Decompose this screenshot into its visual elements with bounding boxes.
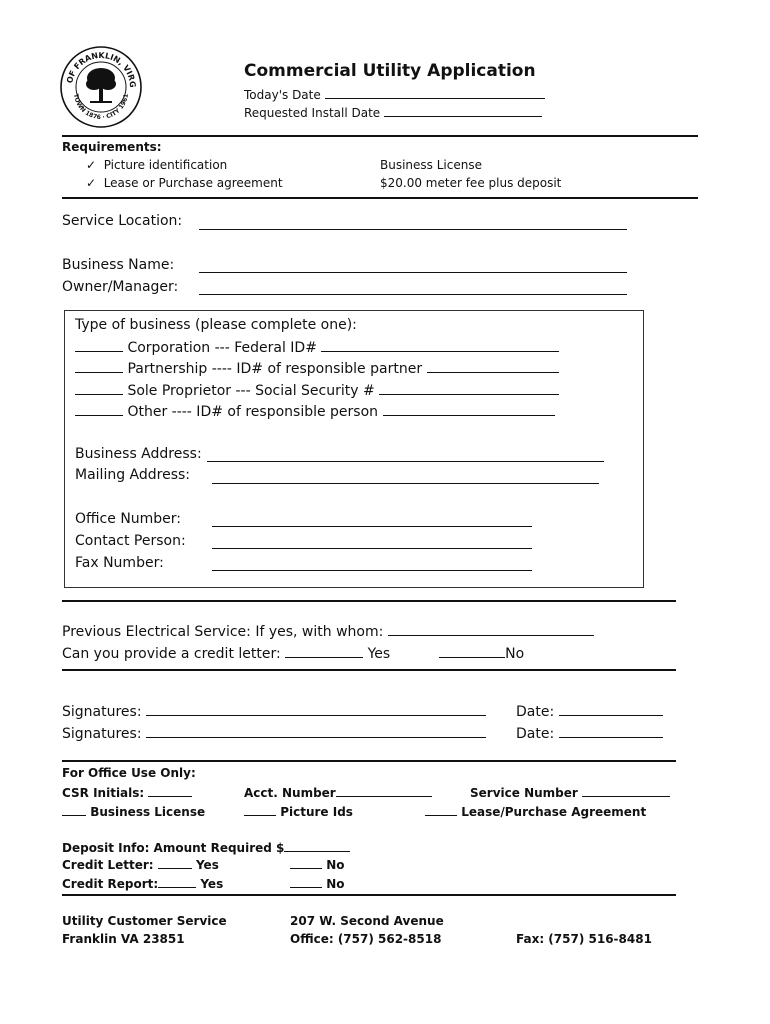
tree-icon <box>86 68 116 103</box>
city-seal <box>60 46 142 128</box>
business-address-label: Business Address: <box>75 446 202 462</box>
credit-letter-office-no-row: No <box>290 856 344 872</box>
previous-electrical-field[interactable] <box>388 623 594 636</box>
service-number-row: Service Number <box>470 784 670 800</box>
fax-number-field[interactable] <box>212 570 532 571</box>
date-field-2[interactable] <box>559 725 663 738</box>
signature-row-2: Signatures: <box>62 725 486 742</box>
divider <box>62 894 676 896</box>
contact-person-field[interactable] <box>212 548 532 549</box>
lease-check-field[interactable] <box>425 803 457 816</box>
divider <box>62 135 698 137</box>
mailing-address-label: Mailing Address: <box>75 467 191 483</box>
credit-letter-row: Can you provide a credit letter: Yes No <box>62 646 525 662</box>
divider <box>62 197 698 199</box>
business-name-label: Business Name: <box>62 257 175 273</box>
office-number-label: Office Number: <box>75 511 182 527</box>
picture-ids-row: Picture Ids <box>244 803 353 819</box>
picture-ids-check-field[interactable] <box>244 803 276 816</box>
credit-report-no-field[interactable] <box>290 875 322 888</box>
signature-row-1: Signatures: <box>62 703 486 720</box>
business-license-check-field[interactable] <box>62 803 86 816</box>
req-item-fee: $20.00 meter fee plus deposit <box>380 176 562 190</box>
other-id-field[interactable] <box>383 403 555 416</box>
office-use-heading: For Office Use Only: <box>62 766 196 780</box>
footer-office-phone: Office: (757) 562-8518 <box>290 932 442 946</box>
previous-electrical-row: Previous Electrical Service: If yes, with whom: <box>62 623 594 640</box>
fax-number-label: Fax Number: <box>75 555 164 571</box>
credit-letter-office-yes-field[interactable] <box>158 856 192 869</box>
credit-letter-yes-field[interactable] <box>285 645 363 658</box>
corporation-check-field[interactable] <box>75 339 123 352</box>
corporation-row: Corporation --- Federal ID# <box>75 339 559 356</box>
requirements-heading: Requirements: <box>62 140 162 154</box>
date-row-2: Date: <box>516 725 663 742</box>
credit-report-yes-field[interactable] <box>158 875 196 888</box>
mailing-address-field[interactable] <box>212 483 599 484</box>
credit-report-no-row: No <box>290 875 344 891</box>
todays-date-label: Today's Date <box>244 86 545 102</box>
install-date-field[interactable] <box>384 104 542 117</box>
sole-proprietor-row: Sole Proprietor --- Social Security # <box>75 382 559 399</box>
partnership-row: Partnership ---- ID# of responsible partner <box>75 360 559 377</box>
csr-initials-field[interactable] <box>148 784 192 797</box>
service-location-field[interactable] <box>199 229 627 230</box>
form-title: Commercial Utility Application <box>244 61 536 81</box>
credit-letter-no-field[interactable] <box>439 645 505 658</box>
acct-number-row: Acct. Number <box>244 784 432 800</box>
credit-report-row: Credit Report: Yes <box>62 877 224 891</box>
divider <box>62 669 676 671</box>
business-license-row: Business License <box>62 803 205 819</box>
business-address-field[interactable] <box>207 461 604 462</box>
contact-person-label: Contact Person: <box>75 533 186 549</box>
install-date-label: Requested Install Date <box>244 104 542 120</box>
footer-dept: Utility Customer Service <box>62 914 227 928</box>
check-icon: ✓ <box>86 158 97 172</box>
footer-street: 207 W. Second Avenue <box>290 914 444 928</box>
footer-fax: Fax: (757) 516-8481 <box>516 932 652 946</box>
service-location-label: Service Location: <box>62 213 183 229</box>
signature-field-2[interactable] <box>146 725 486 738</box>
other-check-field[interactable] <box>75 403 123 416</box>
business-name-field[interactable] <box>199 272 627 273</box>
partnership-check-field[interactable] <box>75 360 123 373</box>
business-type-heading: Type of business (please complete one): <box>75 317 357 333</box>
seal-years: TOWN 1876 · CITY 1961 <box>72 93 130 122</box>
req-item-license: Business License <box>380 158 482 172</box>
deposit-row: Deposit Info: Amount Required $ <box>62 839 350 855</box>
date-row-1: Date: <box>516 703 663 720</box>
service-number-field[interactable] <box>582 784 670 797</box>
req-item-picture: ✓ Picture identification <box>86 158 228 172</box>
corporation-id-field[interactable] <box>321 339 559 352</box>
date-field-1[interactable] <box>559 703 663 716</box>
partnership-id-field[interactable] <box>427 360 559 373</box>
owner-manager-label: Owner/Manager: <box>62 279 179 295</box>
other-row: Other ---- ID# of responsible person <box>75 403 555 420</box>
req-item-lease: ✓ Lease or Purchase agreement <box>86 176 283 190</box>
check-icon: ✓ <box>86 176 97 190</box>
seal-text: OF FRANKLIN, VIRG <box>65 50 138 88</box>
divider <box>62 760 676 762</box>
office-number-field[interactable] <box>212 526 532 527</box>
divider <box>62 600 676 602</box>
sole-proprietor-check-field[interactable] <box>75 382 123 395</box>
csr-initials-row: CSR Initials: <box>62 784 192 800</box>
todays-date-field[interactable] <box>325 86 545 99</box>
credit-letter-office-row: Credit Letter: Yes <box>62 858 219 872</box>
owner-manager-field[interactable] <box>199 294 627 295</box>
signature-field-1[interactable] <box>146 703 486 716</box>
credit-letter-office-no-field[interactable] <box>290 856 322 869</box>
lease-row: Lease/Purchase Agreement <box>425 803 646 819</box>
acct-number-field[interactable] <box>336 784 432 797</box>
footer-city: Franklin VA 23851 <box>62 932 185 946</box>
deposit-amount-field[interactable] <box>284 839 350 852</box>
ssn-field[interactable] <box>379 382 559 395</box>
